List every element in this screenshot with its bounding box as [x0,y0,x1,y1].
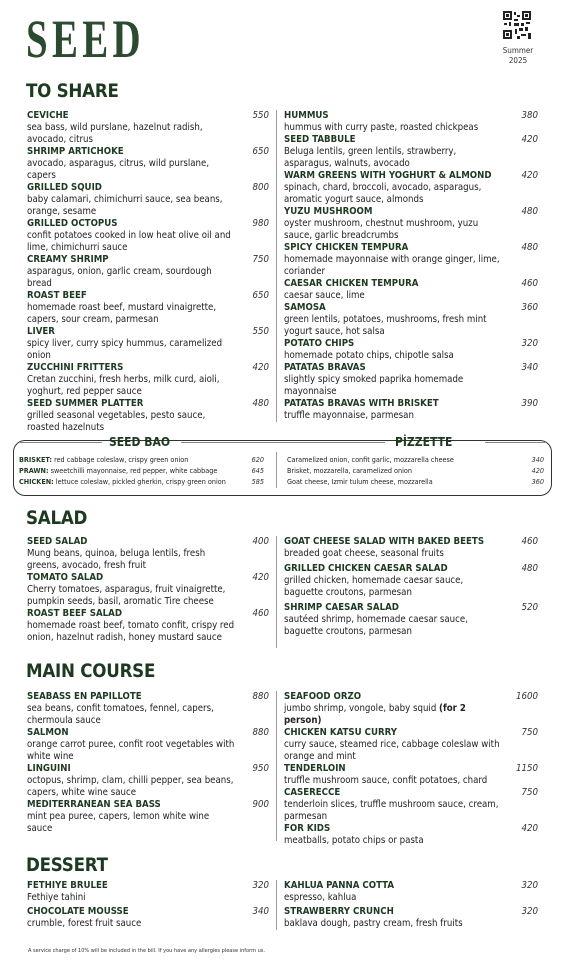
section-title-main-course: MAIN COURSE [26,660,156,682]
menu-item-price: 360 [521,302,538,313]
menu-item-description: sea beans, confit tomatoes, fennel, capers, chermoula sauce [27,703,214,726]
menu-item [284,278,538,302]
menu-item-name: ROAST BEEF SALAD [27,608,123,619]
menu-item-price: 520 [521,602,538,613]
menu-item [27,799,269,835]
menu-item-name: PATATAS BRAVAS WITH BRISKET [284,398,439,409]
menu-item [284,691,538,727]
menu-item [27,536,269,572]
menu-item-name: SEABASS EN PAPILLOTE [27,691,142,702]
menu-item-description: Mung beans, quinoa, beluga lentils, fresh greens, avocado, fresh fruit [27,548,206,571]
pizzette-item: Brisket, mozzarella, caramelized onion [287,466,412,475]
menu-item-price: 400 [252,536,269,547]
menu-item-name: CHICKEN KATSU CURRY [284,727,398,738]
menu-item [284,338,538,362]
menu-item [284,602,538,638]
menu-item-description: breaded goat cheese, seasonal fruits [284,548,444,559]
column-divider [276,110,277,422]
pizzette-price: 360 [531,477,544,486]
pizzette-item: Caramelized onion, confit garlic, mozzarella cheese [287,455,454,464]
menu-item-price: 480 [521,563,538,574]
menu-item [27,218,269,254]
divider-line [485,442,545,443]
menu-item [27,763,269,799]
menu-item-price: 420 [252,572,269,583]
menu-item [284,170,538,206]
menu-item [284,763,538,787]
menu-item-description: curry sauce, steamed rice, cabbage coleslaw with orange and mint [284,739,500,762]
pizzette-price: 420 [531,466,544,475]
menu-item [284,823,538,847]
menu-item-note: (for 2 person) [284,703,466,726]
menu-item [27,608,269,644]
menu-item-description: Cherry tomatoes, asparagus, fruit vinaigrette, pumpkin seeds, basil, aromatic Tire cheese [27,584,226,607]
menu-item-price: 880 [252,691,269,702]
menu-item [27,146,269,182]
menu-item-name: ZUCCHINI FRITTERS [27,362,124,373]
menu-item-name: CAESAR CHICKEN TEMPURA [284,278,419,289]
menu-item-name: SHRIMP CAESAR SALAD [284,602,399,613]
menu-item [284,727,538,763]
menu-item-price: 1150 [516,763,538,774]
menu-item [284,880,538,904]
dessert-right-column [284,880,538,932]
menu-item-description: crumble, forest fruit sauce [27,918,142,929]
menu-item-price: 550 [252,110,269,121]
menu-item [27,254,269,290]
menu-item-price: 650 [252,146,269,157]
section-title-to-share: TO SHARE [26,80,119,102]
menu-item-price: 880 [252,727,269,738]
menu-item-name: KAHLUA PANNA COTTA [284,880,394,891]
column-divider [276,536,277,648]
menu-item-description: homemade roast beef, mustard vinaigrette, capers, sour cream, parmesan [27,302,217,325]
bao-price: 620 [251,455,264,464]
bao-item: BRISKET: red cabbage coleslaw, crispy green onion [19,455,189,464]
menu-item-name: STRAWBERRY CRUNCH [284,906,394,917]
menu-item-name: POTATO CHIPS [284,338,355,349]
menu-item-price: 420 [521,823,538,834]
dessert-left-column [27,880,269,932]
menu-item-name: LIVER [27,326,55,337]
menu-item-description: hummus with curry paste, roasted chickpeas [284,122,479,133]
menu-item-name: PATATAS BRAVAS [284,362,366,373]
section-title-dessert: DESSERT [26,854,108,876]
bao-price: 585 [251,477,264,486]
menu-item [27,906,269,930]
menu-item-price: 750 [521,727,538,738]
section-title-salad: SALAD [26,507,88,529]
menu-item-price: 1600 [516,691,538,702]
menu-item [284,362,538,398]
menu-item-price: 340 [521,362,538,373]
menu-item-description: asparagus, onion, garlic cream, sourdough bread [27,266,212,289]
menu-item-price: 550 [252,326,269,337]
menu-item [27,727,269,763]
menu-item-name: TOMATO SALAD [27,572,104,583]
menu-item-price: 950 [252,763,269,774]
menu-item-price: 460 [521,536,538,547]
menu-item-description: truffle mayonnaise, parmesan [284,410,414,421]
qr-code-icon[interactable] [502,10,532,40]
menu-item-description: avocado, asparagus, citrus, wild purslane, capers [27,158,210,181]
menu-item-description: homemade roast beef, tomato confit, crispy red onion, hazelnut radish, honey mustard sauce [27,620,235,643]
menu-item-description: baby calamari, chimichurri sauce, sea beans, orange, sesame [27,194,223,217]
menu-item-name: SPICY CHICKEN TEMPURA [284,242,409,253]
menu-item-description: espresso, kahlua [284,892,357,903]
menu-item-name: FETHIYE BRULEE [27,880,108,891]
menu-item-name: CHOCOLATE MOUSSE [27,906,129,917]
menu-item-name: GRILLED OCTOPUS [27,218,118,229]
menu-item-description: meatballs, potato chips or pasta [284,835,424,846]
menu-item-price: 420 [521,134,538,145]
menu-item [27,290,269,326]
menu-item [284,242,538,278]
menu-item-price: 320 [521,906,538,917]
menu-item-description: octopus, shrimp, clam, chilli pepper, sea beans, capers, white wine sauce [27,775,234,798]
menu-item-name: GOAT CHEESE SALAD WITH BAKED BEETS [284,536,485,547]
menu-item [284,110,538,134]
menu-item [284,302,538,338]
menu-item-description: caesar sauce, lime [284,290,365,301]
menu-item-description: baklava dough, pastry cream, fresh fruits [284,918,463,929]
menu-item-name: SEED SALAD [27,536,88,547]
menu-item-description: jumbo shrimp, vongole, baby squid (for 2 person) [284,703,466,726]
menu-item [27,182,269,218]
menu-item-description: green lentils, potatoes, mushrooms, fresh mint yogurt sauce, hot salsa [284,314,487,337]
menu-item-name: FOR KIDS [284,823,331,834]
menu-item-name: SAMOSA [284,302,326,313]
menu-item-price: 390 [521,398,538,409]
menu-item-description: sautéed shrimp, homemade caesar sauce, baguette croutons, parmesan [284,614,468,637]
menu-item-name: WARM GREENS WITH YOGHURT & ALMOND [284,170,492,181]
menu-item [284,206,538,242]
divider-line [20,442,102,443]
brand-logo: SEED [26,9,145,69]
menu-item-name: SEED SUMMER PLATTER [27,398,144,409]
menu-item [27,362,269,398]
pizzette-price: 340 [531,455,544,464]
menu-item-description: Cretan zucchini, fresh herbs, milk curd, aioli, yoghurt, red pepper sauce [27,374,220,397]
salad-right-column [284,536,538,641]
column-divider [276,452,277,488]
menu-item-name: YUZU MUSHROOM [284,206,373,217]
menu-item-description: oyster mushroom, chestnut mushroom, yuzu sauce, garlic breadcrumbs [284,218,479,241]
menu-item-description: tenderloin slices, truffle mushroom sauce, cream, parmesan [284,799,499,822]
menu-item [27,110,269,146]
menu-item [284,398,538,422]
menu-item-name: ROAST BEEF [27,290,87,301]
menu-item-name: SHRIMP ARTICHOKE [27,146,124,157]
to-share-right-column [284,110,538,422]
menu-item-description: confit potatoes cooked in low heat olive oil and lime, chimichurri sauce [27,230,231,253]
bao-item: PRAWN: sweetchilli mayonnaise, red pepper, white cabbage [19,466,218,475]
menu-item-name: SEED TABBULE [284,134,356,145]
menu-item-price: 460 [521,278,538,289]
menu-item-price: 980 [252,218,269,229]
menu-item-description: Beluga lentils, green lentils, strawberry, asparagus, walnuts, avocado [284,146,457,169]
menu-item-price: 480 [521,206,538,217]
menu-item-description: slightly spicy smoked paprika homemade mayonnaise [284,374,464,397]
menu-item-description: mint pea puree, capers, lemon white wine sauce [27,811,210,834]
menu-item-description: grilled chicken, homemade caesar sauce, baguette croutons, parmesan [284,575,464,598]
menu-item-name: SEAFOOD ORZO [284,691,362,702]
menu-item-price: 480 [521,242,538,253]
menu-item-price: 750 [521,787,538,798]
menu-item-description: Fethiye tahini [27,892,86,903]
footer-note: A service charge of 10% will be included in the bill. If you have any allergies please inform us. [28,948,266,954]
bao-price: 645 [251,466,264,475]
main-left-column [27,691,269,835]
bao-item: CHICKEN: lettuce coleslaw, pickled gherkin, crispy green onion [19,477,226,486]
menu-item-price: 380 [521,110,538,121]
menu-item-price: 480 [252,398,269,409]
menu-item [27,572,269,608]
menu-item-price: 320 [521,338,538,349]
menu-item-price: 420 [521,170,538,181]
menu-item-price: 900 [252,799,269,810]
menu-item [27,880,269,904]
menu-item-price: 750 [252,254,269,265]
menu-item [284,536,538,560]
column-divider [276,691,277,841]
menu-item-description: homemade mayonnaise with orange ginger, lime, coriander [284,254,500,277]
menu-item-name: CREAMY SHRIMP [27,254,109,265]
menu-item-name: TENDERLOIN [284,763,346,774]
menu-item-name: GRILLED SQUID [27,182,102,193]
divider-line [181,442,385,443]
menu-item [27,398,269,434]
menu-item [284,563,538,599]
menu-item-name: SALMON [27,727,69,738]
menu-item-price: 650 [252,290,269,301]
menu-item-price: 420 [252,362,269,373]
pizzette-title: PİZZETTE [395,435,453,449]
menu-item-description: spinach, chard, broccoli, avocado, asparagus, aromatic yogurt sauce, almonds [284,182,482,205]
menu-item-description: truffle mushroom sauce, confit potatoes, chard [284,775,488,786]
menu-item-description: sea bass, wild purslane, hazelnut radish, avocado, citrus [27,122,203,145]
salad-left-column [27,536,269,644]
menu-item-price: 800 [252,182,269,193]
main-right-column [284,691,538,847]
menu-item-name: GRILLED CHICKEN CAESAR SALAD [284,563,448,574]
menu-item-description: grilled seasonal vegetables, pesto sauce, roasted hazelnuts [27,410,206,433]
menu-item-description: homemade potato chips, chipotle salsa [284,350,454,361]
menu-item-description: spicy liver, curry spicy hummus, caramelized onion [27,338,223,361]
menu-item [27,326,269,362]
menu-item-name: LINGUINI [27,763,71,774]
menu-item-name: HUMMUS [284,110,329,121]
menu-item [27,691,269,727]
pizzette-item: Goat cheese, Izmir tulum cheese, mozzarella [287,477,433,486]
menu-item [284,134,538,170]
menu-item-name: CASERECCE [284,787,341,798]
menu-item-price: 320 [252,880,269,891]
menu-item-name: CEVICHE [27,110,69,121]
bao-title: SEED BAO [109,435,171,449]
menu-item [284,787,538,823]
menu-item-price: 340 [252,906,269,917]
menu-item-description: orange carrot puree, confit root vegetables with white wine [27,739,235,762]
season-label: Summer 2025 [502,46,534,65]
column-divider [276,880,277,930]
menu-item-name: MEDITERRANEAN SEA BASS [27,799,161,810]
menu-item-price: 460 [252,608,269,619]
menu-item [284,906,538,930]
menu-item-price: 320 [521,880,538,891]
to-share-left-column [27,110,269,434]
